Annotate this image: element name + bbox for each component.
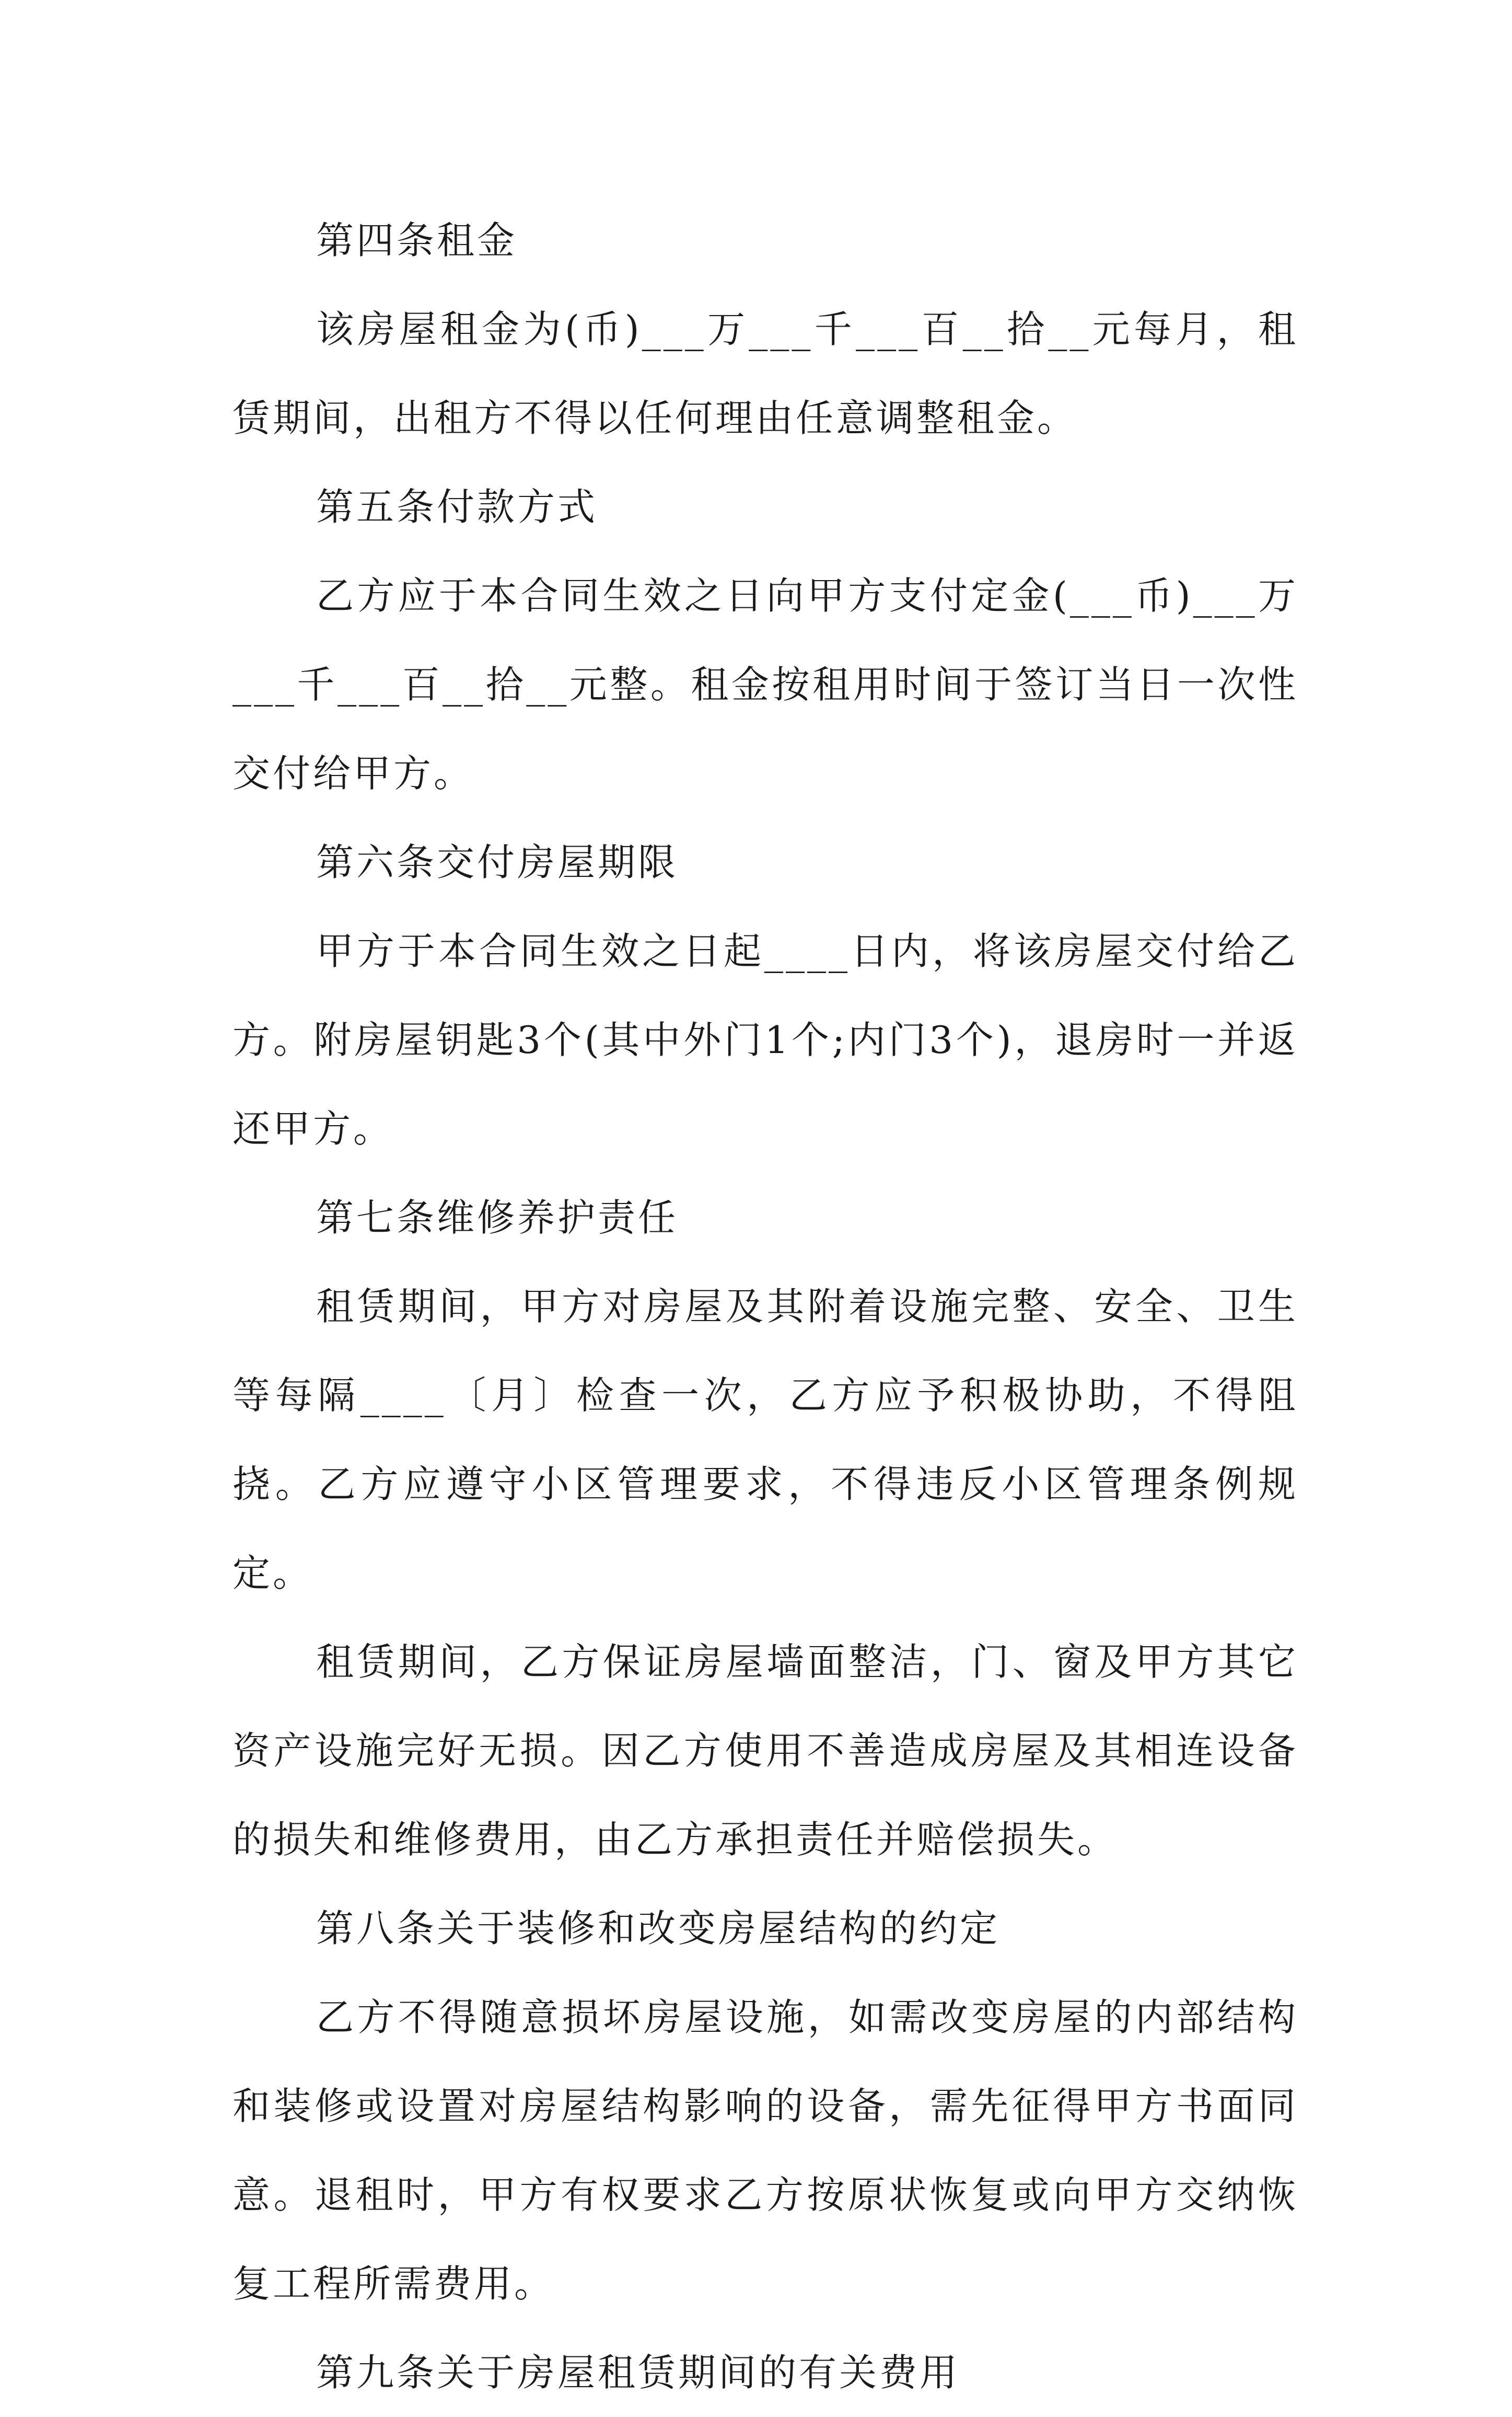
article-6-delivery-paragraph: 甲方于本合同生效之日起____日内，将该房屋交付给乙方。附房屋钥匙3个(其中外门1个;内门3个)，退房时一并返还甲方。 [232, 929, 1298, 1151]
article-6-heading: 第六条交付房屋期限 [316, 840, 679, 884]
article-4-heading: 第四条租金 [316, 218, 518, 262]
document-body [232, 196, 1298, 2417]
article-7-maintenance-paragraph: 租赁期间，乙方保证房屋墙面整洁，门、窗及甲方其它资产设施完好无损。因乙方使用不善造成房屋及其相连设备的损失和维修费用，由乙方承担责任并赔偿损失。 [232, 1640, 1298, 1861]
article-7-heading: 第七条维修养护责任 [316, 1196, 679, 1240]
article-5-payment-paragraph: 乙方应于本合同生效之日向甲方支付定金(___币)___万___千___百__拾__元整。租金按租用时间于签订当日一次性交付给甲方。 [232, 574, 1298, 795]
article-7-inspection-paragraph: 租赁期间，甲方对房屋及其附着设施完整、安全、卫生等每隔____〔月〕检查一次，乙方应予积极协助，不得阻挠。乙方应遵守小区管理要求，不得违反小区管理条例规定。 [232, 1285, 1298, 1595]
article-5-heading: 第五条付款方式 [316, 485, 598, 529]
article-8-heading: 第八条关于装修和改变房屋结构的约定 [316, 1906, 1001, 1950]
article-9-heading: 第九条关于房屋租赁期间的有关费用 [316, 2351, 960, 2395]
article-8-renovation-paragraph: 乙方不得随意损坏房屋设施，如需改变房屋的内部结构和装修或设置对房屋结构影响的设备，需先征得甲方书面同意。退租时，甲方有权要求乙方按原状恢复或向甲方交纳恢复工程所需费用。 [232, 1995, 1298, 2306]
article-4-rent-paragraph: 该房屋租金为(币)___万___千___百__拾__元每月，租赁期间，出租方不得以任何理由任意调整租金。 [232, 307, 1298, 440]
